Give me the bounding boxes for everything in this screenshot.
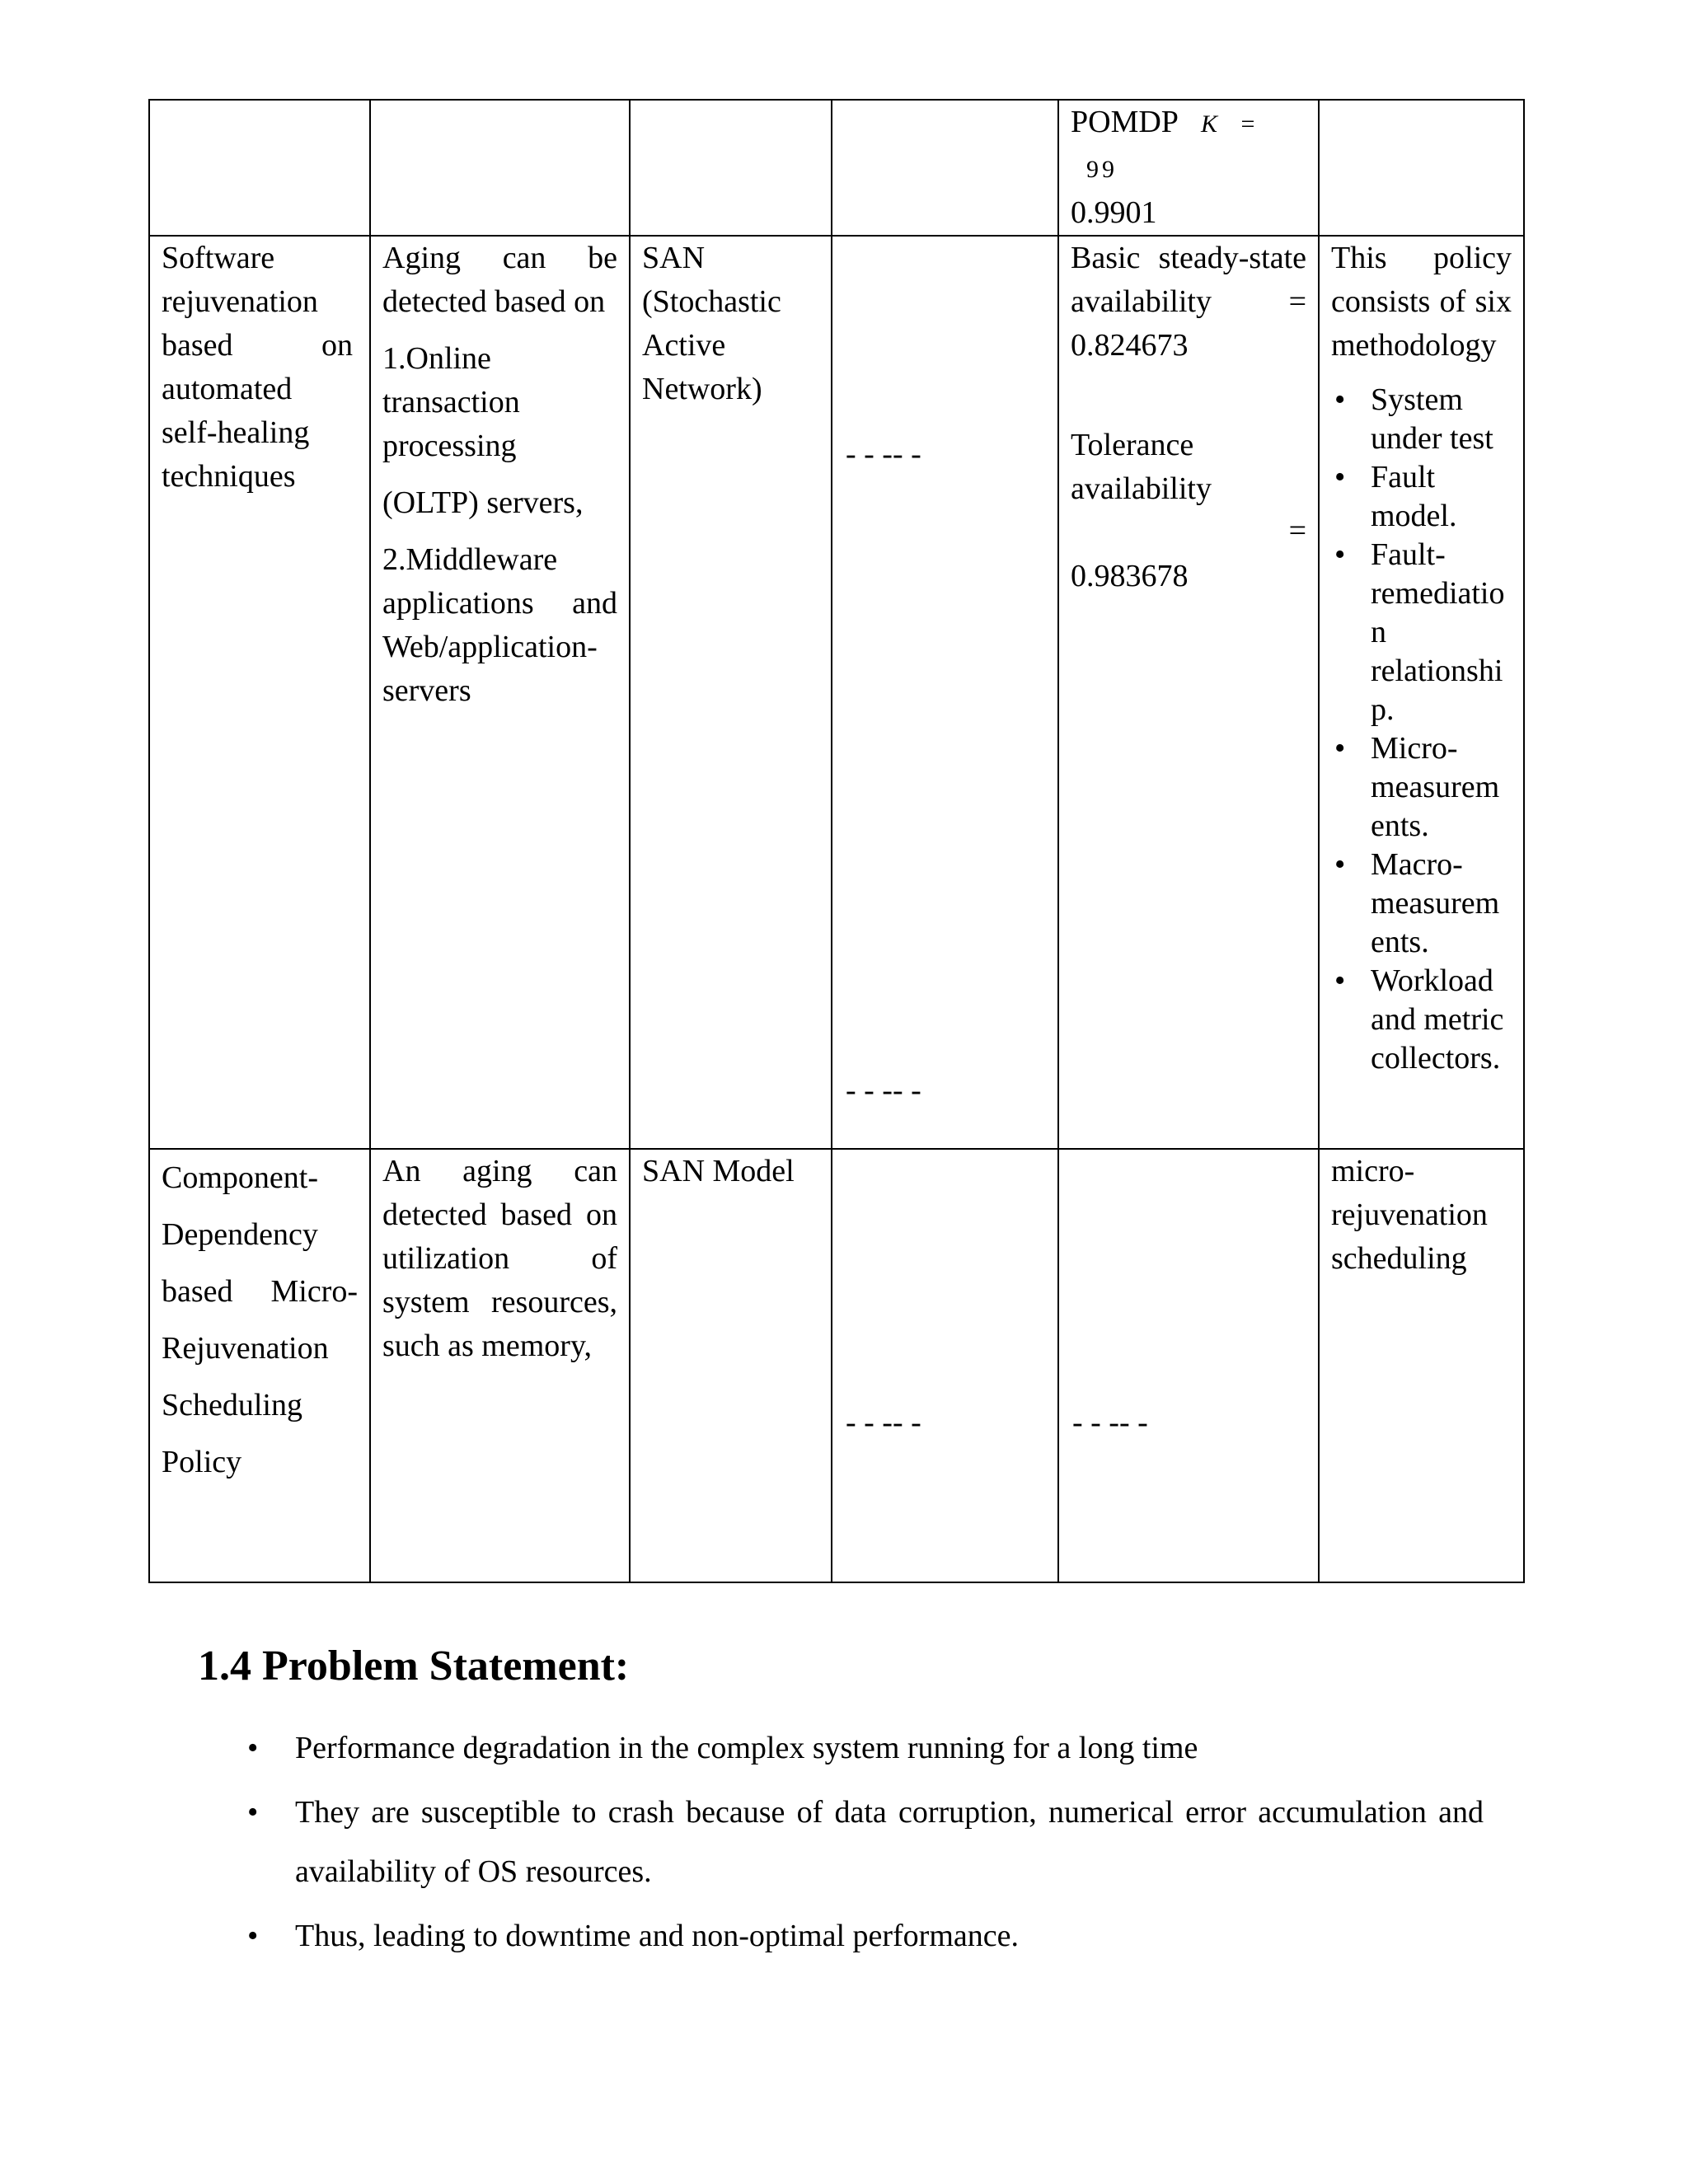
- table-cell: [832, 1149, 1058, 1582]
- aging-intro: Aging can be detected based on: [382, 241, 617, 319]
- table-cell: [370, 1149, 630, 1582]
- table-cell: [149, 100, 370, 236]
- problem-statement-list: [247, 1718, 1484, 1971]
- technique-line: Scheduling: [162, 1388, 302, 1422]
- table-row: [149, 1149, 1524, 1582]
- table-cell: [370, 100, 630, 236]
- table-cell: [630, 100, 832, 236]
- list-item: • System under test: [1334, 382, 1493, 456]
- bullet-icon: •: [1334, 460, 1346, 494]
- model-name: SAN Model: [642, 1154, 795, 1188]
- table-cell: [630, 1149, 832, 1582]
- list-item: • Workload and metric collectors.: [1334, 963, 1504, 1076]
- basic-availability: Basic steady-state availability = 0.824673: [1071, 241, 1306, 363]
- technique-line: Component-: [162, 1160, 318, 1195]
- aging-item-1b: (OLTP) servers,: [382, 485, 584, 520]
- model-name: POMDP: [1071, 105, 1178, 139]
- table-cell: [370, 236, 630, 1149]
- bullet-icon: •: [1334, 382, 1346, 417]
- tolerance-availability-value: 0.983678: [1071, 559, 1189, 593]
- bullet-icon: •: [1334, 731, 1346, 766]
- comparison-table: [148, 99, 1525, 1583]
- section-heading: 1.4 Problem Statement:: [198, 1643, 630, 1690]
- table-cell: [630, 236, 832, 1149]
- table-cell: [1319, 236, 1524, 1149]
- list-item: • Performance degradation in the complex system running for a long time: [247, 1718, 1484, 1778]
- empty-dash: - - -- -: [846, 1405, 921, 1440]
- table-cell: [1058, 1149, 1319, 1582]
- technique-line: Rejuvenation: [162, 1331, 329, 1366]
- table-cell: [149, 1149, 370, 1582]
- bullet-icon: •: [1334, 537, 1346, 572]
- table-cell: [1319, 1149, 1524, 1582]
- technique-name: Software rejuvenation based on automated self-healing techniques: [162, 241, 353, 494]
- list-item: • Fault model.: [1334, 460, 1457, 533]
- aging-item-1: 1.Online transaction processing: [382, 341, 520, 463]
- technique-line: Policy: [162, 1445, 242, 1479]
- table-cell: [832, 236, 1058, 1149]
- table-cell: [832, 100, 1058, 236]
- k-equals: =: [1240, 110, 1259, 138]
- table-cell: [1058, 100, 1319, 236]
- aging-description: An aging can detected based on utilization of system resources, such as memory,: [382, 1154, 617, 1363]
- empty-dash: - - -- -: [846, 1073, 921, 1108]
- remarks-text: micro-rejuvenation scheduling: [1331, 1154, 1488, 1276]
- model-name: SAN (Stochastic Active Network): [642, 241, 781, 406]
- tolerance-equals: =: [1288, 513, 1306, 548]
- bullet-icon: •: [1334, 963, 1346, 998]
- table-row: [149, 236, 1524, 1149]
- remarks-intro: This policy consists of six methodology: [1331, 241, 1512, 363]
- list-item: • Macro-measurem ents.: [1334, 847, 1500, 959]
- table-cell: [149, 236, 370, 1149]
- list-item: • Micro-measurem ents.: [1334, 731, 1500, 843]
- methodology-list: [1331, 381, 1512, 1078]
- empty-dash: - - -- -: [1072, 1405, 1148, 1440]
- technique-line: Dependency: [162, 1217, 318, 1252]
- list-item: • Thus, leading to downtime and non-optimal performance.: [247, 1906, 1484, 1966]
- bullet-icon: •: [247, 1919, 259, 1953]
- bullet-icon: •: [247, 1731, 259, 1765]
- bullet-icon: •: [247, 1795, 259, 1830]
- bullet-icon: •: [1334, 847, 1346, 882]
- table-row: [149, 100, 1524, 236]
- k-value: 99: [1086, 156, 1118, 183]
- list-item: • They are susceptible to crash because of data corruption, numerical error accumulation and availability of OS resources.: [247, 1783, 1484, 1901]
- table-cell: [1058, 236, 1319, 1149]
- technique-line: based Micro-: [162, 1274, 358, 1309]
- aging-item-2: 2.Middleware applications and Web/application-servers: [382, 542, 617, 708]
- table-cell: [1319, 100, 1524, 236]
- empty-dash: - - -- -: [846, 437, 921, 471]
- result-value: 0.9901: [1071, 195, 1157, 230]
- k-symbol: K: [1201, 110, 1218, 138]
- tolerance-availability-label: Tolerance availability: [1071, 428, 1212, 506]
- list-item: • Fault-remediatio n relationshi p.: [1334, 537, 1505, 727]
